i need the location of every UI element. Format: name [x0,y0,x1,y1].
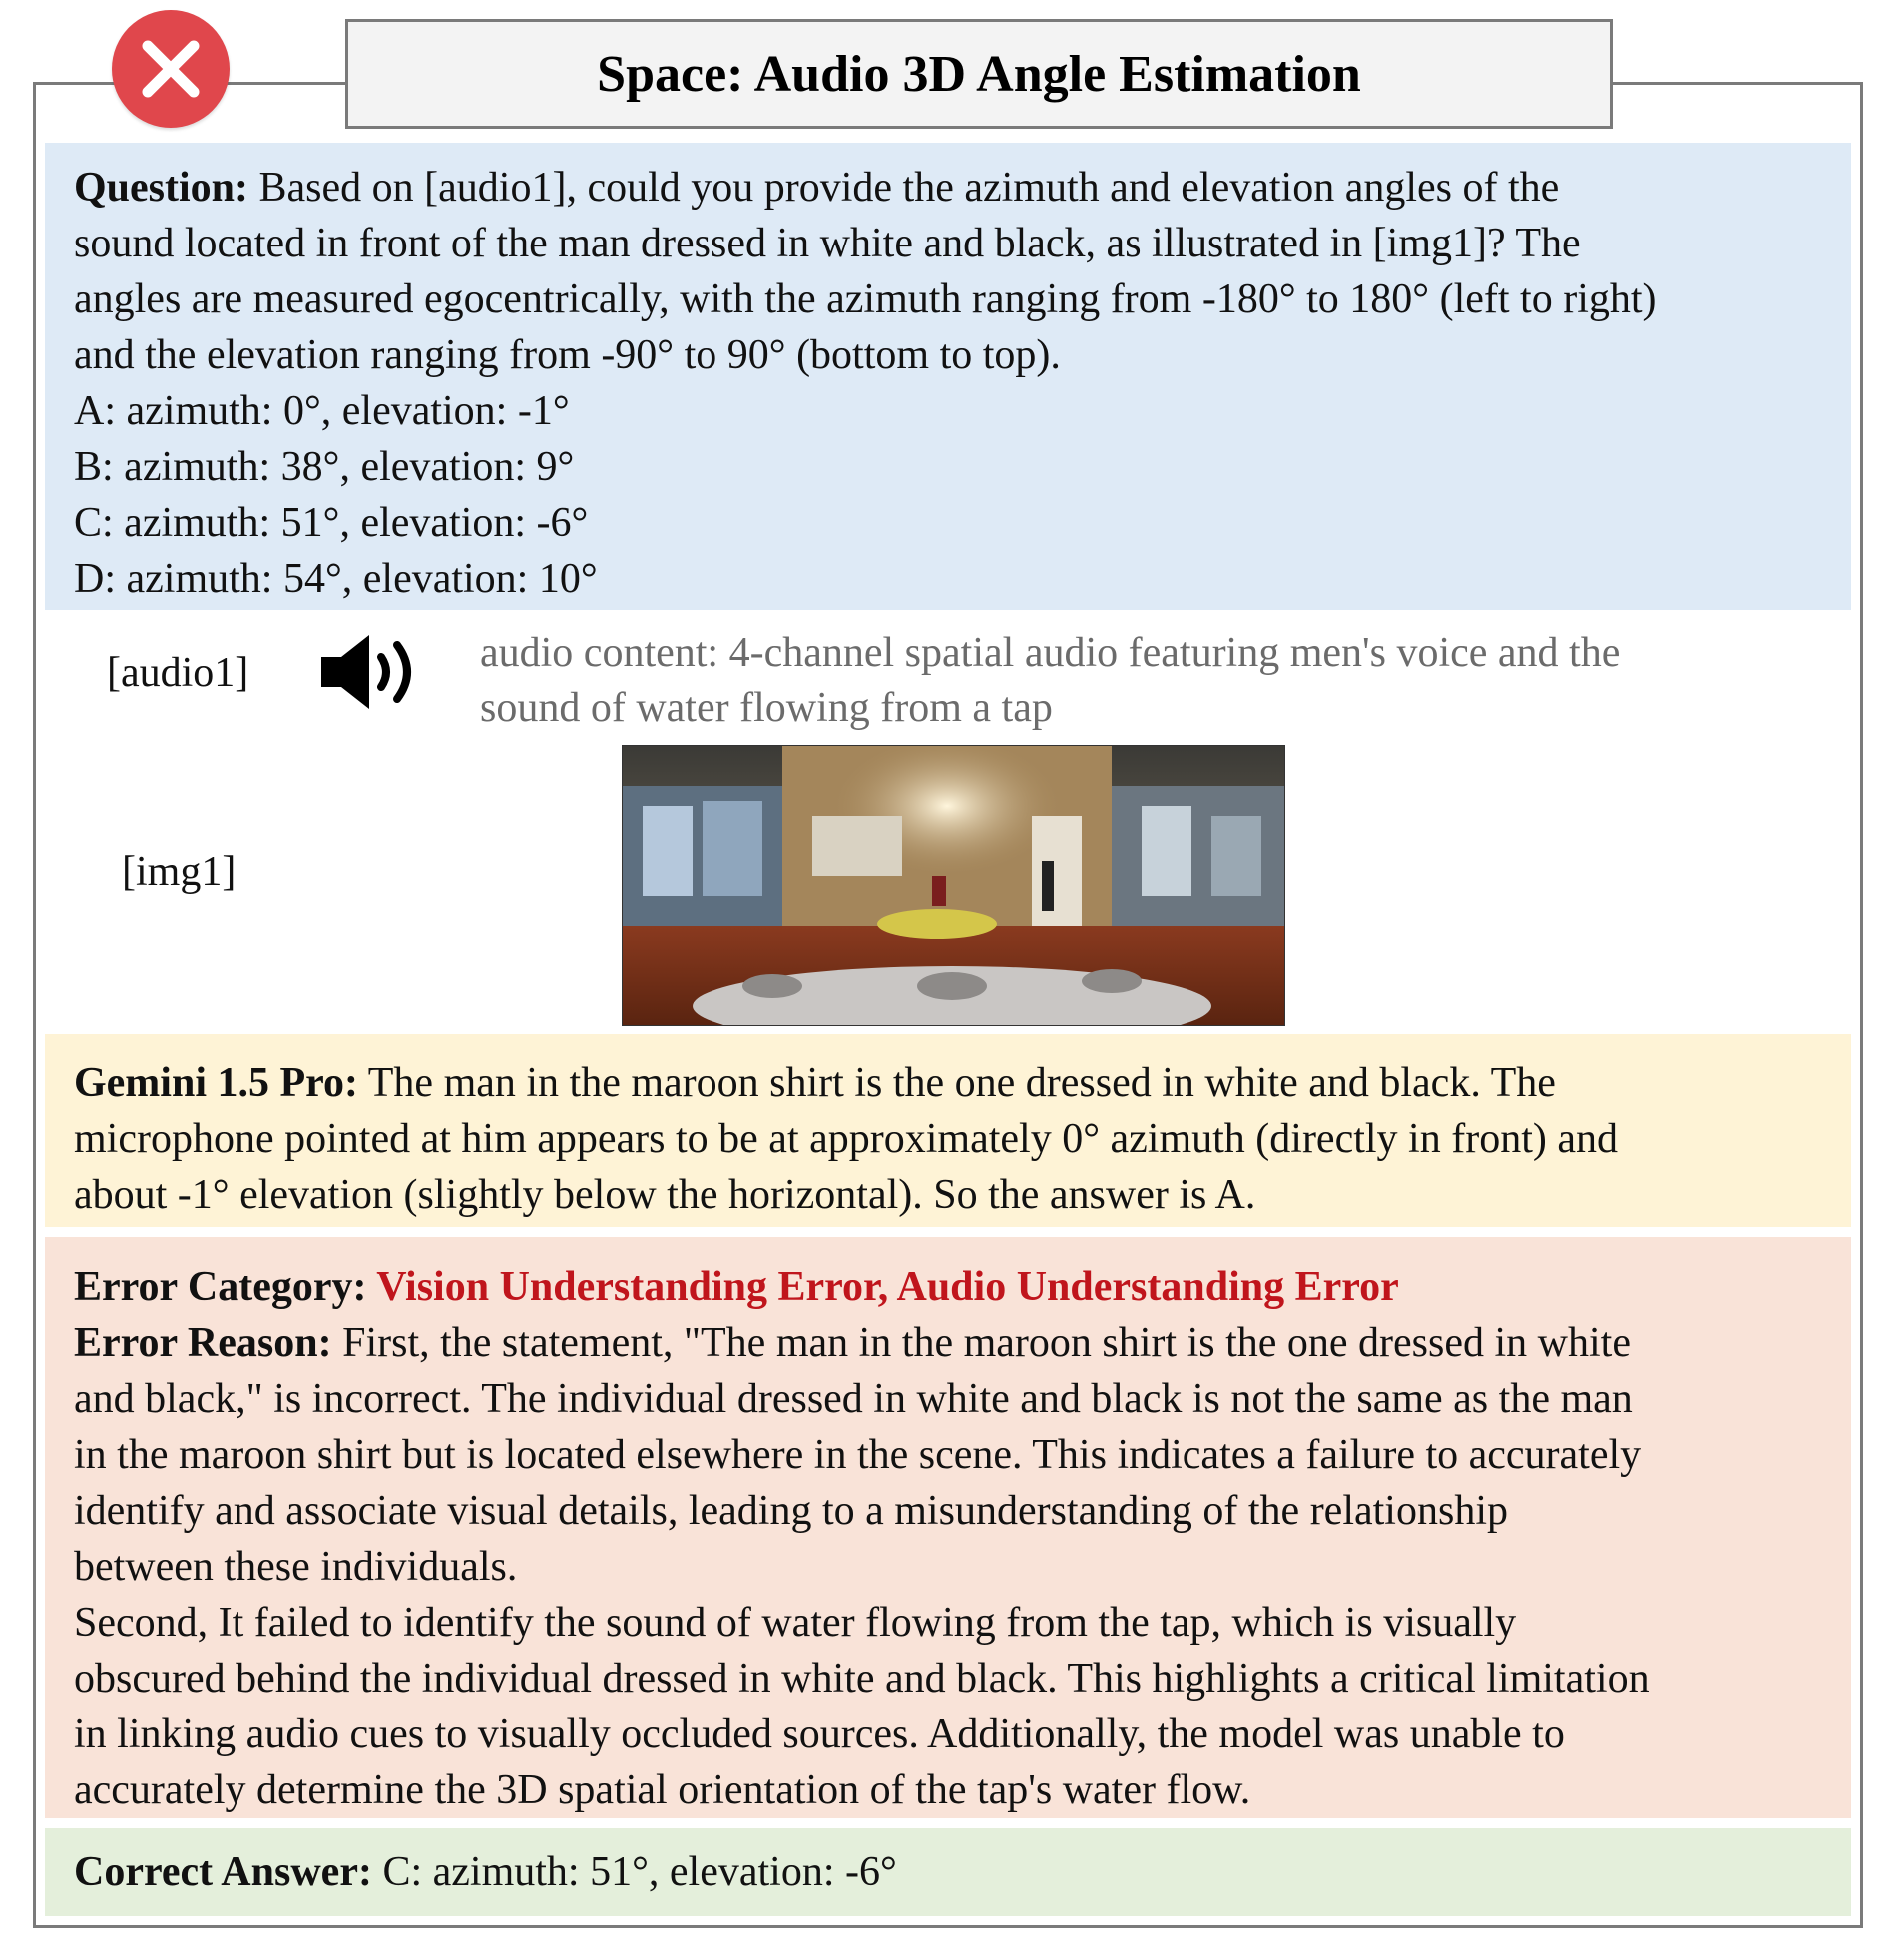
error-reason-line: Error Reason: First, the statement, "The man in the maroon shirt is the one dressed in white [74,1320,1631,1366]
audio-description: audio content: 4-channel spatial audio featuring men's voice and the sound of water flowing from a tap [480,630,1621,731]
option-c: C: azimuth: 51°, elevation: -6° [74,500,589,546]
correct-answer-value: C: azimuth: 51°, elevation: -6° [371,1849,897,1895]
response-line: Gemini 1.5 Pro: The man in the maroon shirt is the one dressed in white and black. The [74,1060,1556,1106]
correct-answer-label: Correct Answer: [74,1849,372,1895]
correct-answer-section [45,1828,1851,1916]
title-box [345,19,1613,129]
error-reason-line: identify and associate visual details, leading to a misunderstanding of the relationship [74,1488,1508,1534]
question-line: and the elevation ranging from -90° to 90° (bottom to top). [74,332,1061,378]
question-line: sound located in front of the man dressed in white and black, as illustrated in [img1]? The [74,221,1581,266]
error-reason-line: in linking audio cues to visually occluded sources. Additionally, the model was unable to [74,1712,1565,1757]
question-section [45,143,1851,610]
error-reason-line: and black," is incorrect. The individual dressed in white and black is not the same as the man [74,1376,1633,1422]
question-line: angles are measured egocentrically, with the azimuth ranging from -180° to 180° (left to right) [74,276,1657,322]
model-response-section [45,1034,1851,1227]
question-line: Question: Based on [audio1], could you provide the azimuth and elevation angles of the [74,165,1560,211]
error-reason-line: Second, It failed to identify the sound of water flowing from the tap, which is visually [74,1600,1517,1646]
correct-answer [74,1844,1822,1900]
audio-label: [audio1] [107,650,249,696]
error-reason-line: in the maroon shirt but is located elsewhere in the scene. This indicates a failure to accurately [74,1432,1642,1478]
question-label: Question: [74,165,249,211]
error-reason-line: obscured behind the individual dressed in white and black. This highlights a critical limitation [74,1656,1650,1702]
error-category-label: Error Category: [74,1264,367,1310]
response-line: microphone pointed at him appears to be at approximately 0° azimuth (directly in front) and [74,1116,1618,1162]
speaker-icon [319,627,439,717]
error-category [74,1259,1822,1315]
page-title: Space: Audio 3D Angle Estimation [597,45,1361,103]
error-reason-label: Error Reason: [74,1320,332,1366]
option-b: B: azimuth: 38°, elevation: 9° [74,444,575,490]
panorama-image [622,745,1285,1026]
option-a: A: azimuth: 0°, elevation: -1° [74,388,570,434]
response-line: about -1° elevation (slightly below the horizontal). So the answer is A. [74,1172,1256,1218]
error-reason-line: accurately determine the 3D spatial orientation of the tap's water flow. [74,1767,1251,1813]
error-x-icon [112,10,230,128]
error-reason-line: between these individuals. [74,1544,518,1590]
option-d: D: azimuth: 54°, elevation: 10° [74,556,598,602]
error-section [45,1237,1851,1818]
error-category-value: Vision Understanding Error, Audio Understanding Error [366,1264,1399,1310]
image-label: [img1] [122,849,237,895]
model-label: Gemini 1.5 Pro: [74,1060,359,1106]
